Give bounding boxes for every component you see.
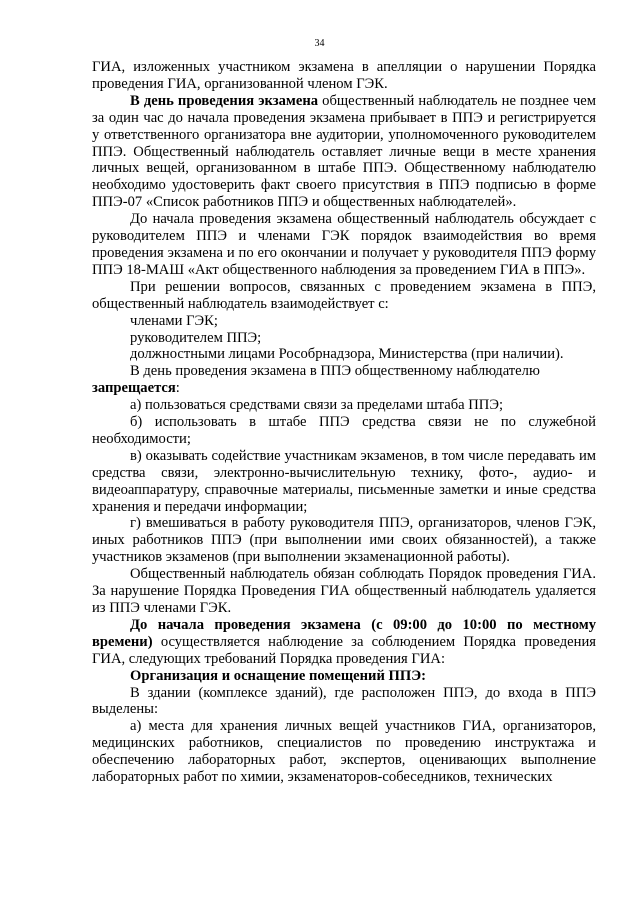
list-item-officials: должностными лицами Рособрнадзора, Министерства (при наличии). <box>130 346 564 363</box>
exam-day-text: общественный наблюдатель не позднее чем за один час до начала проведения экзамена прибывает в ППЭ и регистрируется у ответственного организатора вне аудитории, уполномоченного руководителем ППЭ. Общественный наблюдатель оставляет личные вещи в месте хранения личных вещей, организованном в штабе ППЭ. Общественному наблюдателю необходимо удостоверить факт своего присутствия в ППЭ подписью в форме ППЭ-07 «Список работников ППЭ и общественных наблюдателей». <box>92 92 596 211</box>
paragraph-prohibited <box>92 363 596 397</box>
time-heading: До начала проведения экзамена (с 09:00 до 10:00 по местному времени) <box>92 616 596 650</box>
time-text: осуществляется наблюдение за соблюдением Порядка проведения ГИА, следующих требований Порядка проведения ГИА: <box>92 633 596 667</box>
prohibited-colon: : <box>175 380 180 397</box>
page-body <box>92 59 596 786</box>
list-item-ppe-head: руководителем ППЭ; <box>130 329 262 346</box>
paragraph-before-exam-time <box>92 617 596 668</box>
paragraph-interaction: При решении вопросов, связанных с проведением экзамена в ППЭ, общественный наблюдатель взаимодействует с: <box>92 278 596 312</box>
section-heading-organization <box>92 668 596 685</box>
paragraph-before-exam: До начала проведения экзамена общественный наблюдатель обсуждает с руководителем ППЭ и членами ГЭК порядок взаимодействия во время проведения экзамена и по его окончании и получает у руководителя ППЭ форму ППЭ 18-МАШ «Акт общественного наблюдения за проведением ГИА в ППЭ». <box>92 211 596 278</box>
prohibited-item-a: а) пользоваться средствами связи за пределами штаба ППЭ; <box>130 397 504 414</box>
paragraph-storage-places: а) места для хранения личных вещей участников ГИА, организаторов, медицинских работников, специалистов по проведению инструктажа и обеспечению лабораторных работ, экспертов, оценивающих выполнение лабораторных работ по химии, экзаменаторов-собеседников, технических <box>92 718 596 786</box>
paragraph-gia-appeal: ГИА, изложенных участником экзамена в апелляции о нарушении Порядка проведения ГИА, организованной членом ГЭК. <box>92 59 596 92</box>
exam-day-heading: В день проведения экзамена <box>130 92 319 109</box>
paragraph-building: В здании (комплексе зданий), где расположен ППЭ, до входа в ППЭ выделены: <box>92 684 596 718</box>
page-number: 34 <box>314 38 325 49</box>
prohibited-intro: В день проведения экзамена в ППЭ общественному наблюдателю <box>130 363 540 380</box>
list-item-gek-members: членами ГЭК; <box>130 312 218 329</box>
prohibited-item-g: г) вмешиваться в работу руководителя ППЭ, организаторов, членов ГЭК, иных работников ППЭ (при выполнении ими своих обязанностей), а также участников экзаменов (при выполнении экзаменационной работы). <box>92 515 596 566</box>
paragraph-obligation: Общественный наблюдатель обязан соблюдать Порядок проведения ГИА. За нарушение Порядка Проведения ГИА общественный наблюдатель удаляется из ППЭ членами ГЭК. <box>92 566 596 616</box>
prohibited-item-b: б) использовать в штабе ППЭ средства связи не по служебной необходимости; <box>92 414 596 447</box>
prohibited-heading: запрещается <box>92 380 176 397</box>
organization-heading: Организация и оснащение помещений ППЭ: <box>130 667 426 684</box>
paragraph-exam-day <box>92 93 596 211</box>
prohibited-item-v: в) оказывать содействие участникам экзаменов, в том числе передавать им средства связи, электронно-вычислительную технику, фото-, аудио- и видеоаппаратуру, справочные материалы, письменные заметки и иные средства хранения и передачи информации; <box>92 447 596 515</box>
